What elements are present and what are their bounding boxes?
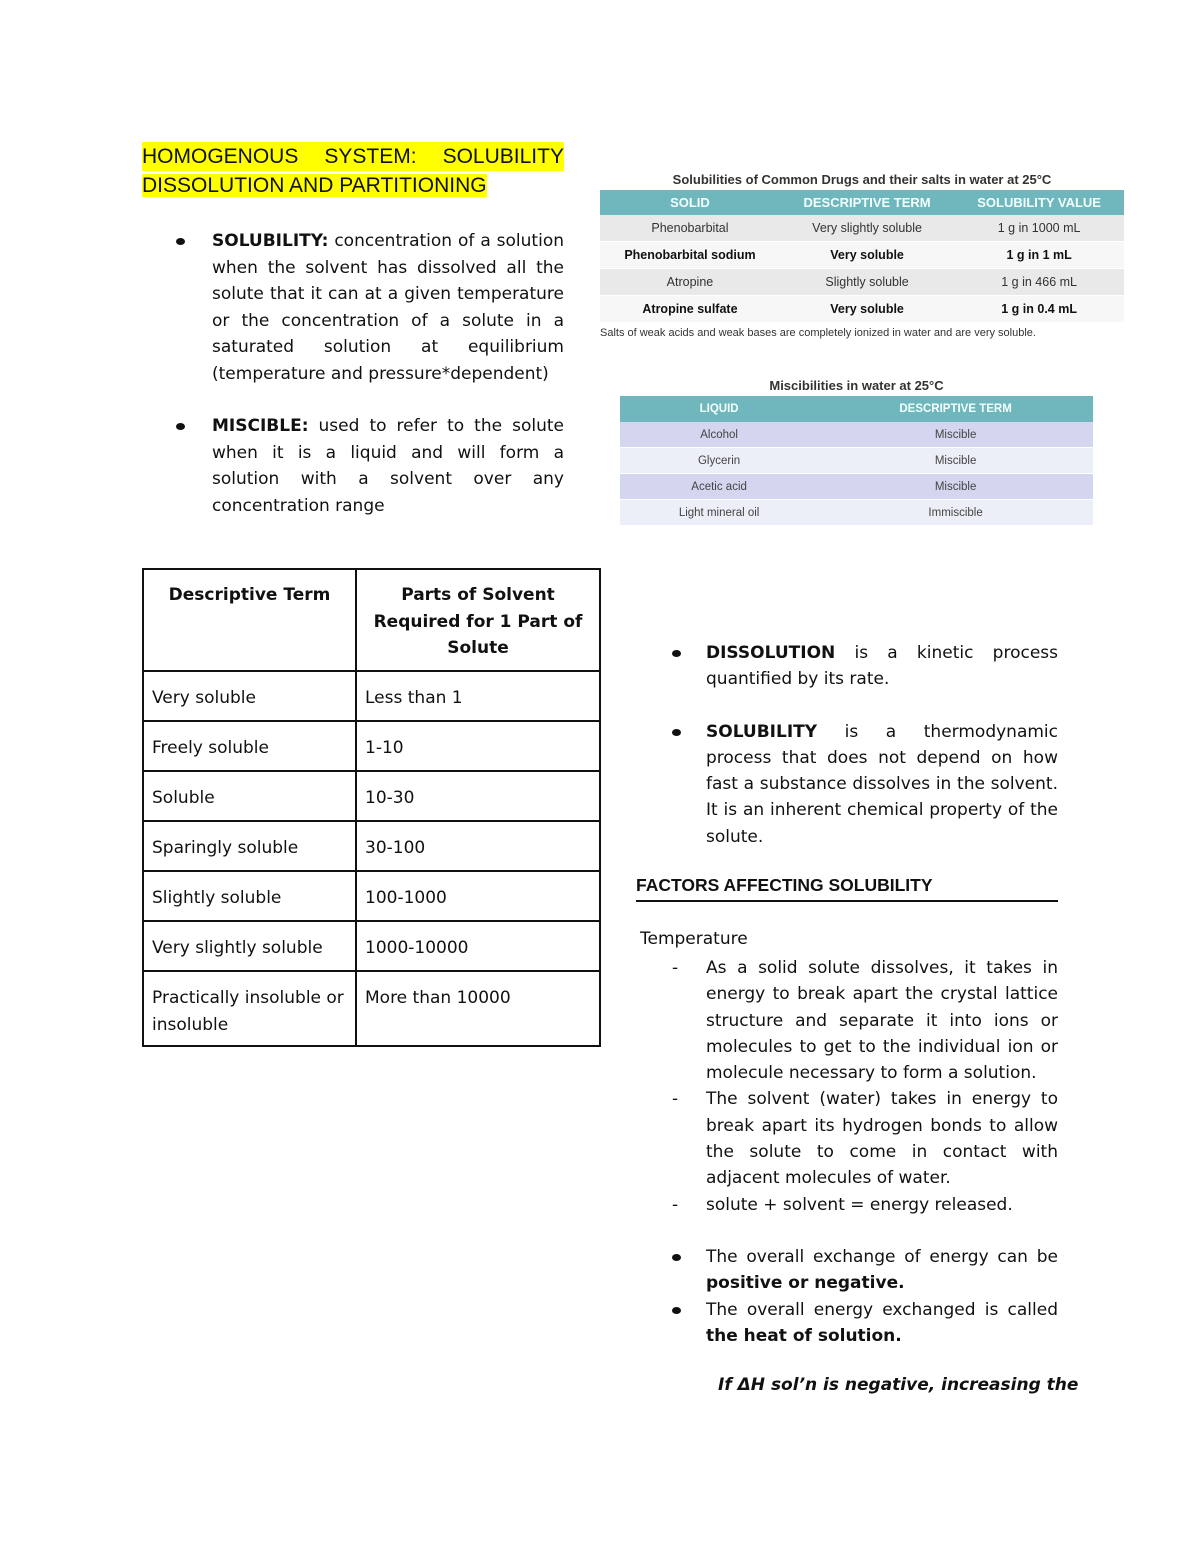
table-cell: Slightly soluble <box>143 871 356 921</box>
table-cell: Very soluble <box>780 296 954 323</box>
table-row <box>620 500 1093 526</box>
table-cell: 100-1000 <box>356 871 600 921</box>
table-cell: Miscible <box>818 448 1093 474</box>
title-word: SOLUBILITY <box>442 145 564 168</box>
table-cell: More than 10000 <box>356 971 600 1046</box>
table-row <box>143 771 600 821</box>
table-cell: Acetic acid <box>620 474 818 500</box>
table-row <box>143 921 600 971</box>
list-item <box>672 1297 1058 1350</box>
table-row <box>620 448 1093 474</box>
title-word: SYSTEM: <box>324 145 417 168</box>
definition-solubility <box>172 228 564 387</box>
table-cell: 1 g in 466 mL <box>954 269 1124 296</box>
bullet-icon <box>672 650 681 657</box>
drug-table-caption: Solubilities of Common Drugs and their salts in water at 25°C <box>672 172 1052 187</box>
item-text: solute + solvent = energy released. <box>706 1194 1013 1215</box>
bullet-icon <box>176 238 185 245</box>
table-cell: Very soluble <box>780 242 954 269</box>
dash-icon: - <box>672 958 679 978</box>
table-row <box>143 671 600 721</box>
table-row <box>600 215 1124 242</box>
miscibility-figure <box>620 378 1093 526</box>
table-row <box>600 242 1124 269</box>
table-cell: Atropine <box>600 269 780 296</box>
item-term: DISSOLUTION <box>706 643 836 663</box>
table-cell: Miscible <box>818 474 1093 500</box>
table-row <box>143 871 600 921</box>
definition-miscible <box>172 413 564 519</box>
column-header: DESCRIPTIVE TERM <box>818 396 1093 422</box>
item-text: As a solid solute dissolves, it takes in energy to break apart the crystal lattice structure and separate it into ions or molecules to get to the individual ion or molecule necessary to form a solution. <box>706 958 1058 1084</box>
table-row <box>143 821 600 871</box>
bullet-icon <box>672 1254 681 1261</box>
table-cell: Slightly soluble <box>780 269 954 296</box>
solubility-item <box>672 719 1058 850</box>
definition-text: used to refer to the solute when it is a liquid and will form a solution with a solvent over any concentration range <box>212 416 564 516</box>
misc-table-caption: Miscibilities in water at 25°C <box>769 378 944 393</box>
factors-heading: FACTORS AFFECTING SOLUBILITY <box>636 875 1058 902</box>
temperature-label: Temperature <box>640 929 748 949</box>
table-cell: 1 g in 1 mL <box>954 242 1124 269</box>
table-cell: Sparingly soluble <box>143 821 356 871</box>
table-cell: 1-10 <box>356 721 600 771</box>
column-header: LIQUID <box>620 396 818 422</box>
table-cell: Glycerin <box>620 448 818 474</box>
document-title <box>142 142 564 200</box>
table-cell: 30-100 <box>356 821 600 871</box>
table-cell: Less than 1 <box>356 671 600 721</box>
item-term: SOLUBILITY <box>706 721 818 742</box>
item-text: The solvent (water) takes in energy to break apart its hydrogen bonds to allow the solute to come in contact with adjacent molecules of water. <box>706 1089 1058 1189</box>
table-cell: Alcohol <box>620 422 818 448</box>
table-cell: 1000-10000 <box>356 921 600 971</box>
table-cell: Practically insoluble or insoluble <box>143 971 356 1046</box>
table-row <box>600 296 1124 323</box>
dash-icon: - <box>672 1089 679 1110</box>
table-row <box>143 971 600 1046</box>
list-item <box>672 1192 1058 1218</box>
bullet-icon <box>672 1307 681 1314</box>
list-item <box>672 1244 1058 1297</box>
table-cell: Atropine sulfate <box>600 296 780 323</box>
dash-icon: - <box>672 1194 679 1215</box>
process-list <box>672 640 1058 850</box>
item-text: The overall exchange of energy can be <box>706 1246 1058 1267</box>
table-cell: Immiscible <box>818 500 1093 526</box>
table-row <box>143 721 600 771</box>
drug-solubility-table <box>600 190 1124 323</box>
definition-term: MISCIBLE: <box>212 416 309 436</box>
item-bold: positive or negative. <box>706 1273 905 1294</box>
table-row <box>620 422 1093 448</box>
bullet-icon <box>176 423 185 430</box>
column-header: DESCRIPTIVE TERM <box>780 190 954 215</box>
item-text: is a thermodynamic process that does not depend on how fast a substance dissolves in the solvent. It is an inherent chemical property of the solute. <box>706 721 1058 847</box>
table-cell: 1 g in 1000 mL <box>954 215 1124 242</box>
table-cell: Very soluble <box>143 671 356 721</box>
table-cell: Phenobarbital <box>600 215 780 242</box>
list-item <box>672 955 1058 1086</box>
bullet-icon <box>672 729 681 736</box>
definition-term: SOLUBILITY: <box>212 231 329 251</box>
item-bold: the heat of solution. <box>706 1325 902 1346</box>
table-cell: Very slightly soluble <box>780 215 954 242</box>
drug-table-note: Salts of weak acids and weak bases are completely ionized in water and are very soluble. <box>600 327 1036 339</box>
table-cell: Freely soluble <box>143 721 356 771</box>
table-cell: Miscible <box>818 422 1093 448</box>
column-header: Parts of Solvent Required for 1 Part of Solute <box>356 569 600 671</box>
item-text: The overall energy exchanged is called <box>706 1299 1058 1320</box>
miscibility-table <box>620 396 1093 526</box>
table-cell: Phenobarbital sodium <box>600 242 780 269</box>
title-line-1 <box>142 142 564 171</box>
dissolution-item <box>672 640 1058 693</box>
descriptive-term-table-wrap <box>142 568 601 1047</box>
column-header: SOLUBILITY VALUE <box>954 190 1124 215</box>
title-line-2: DISSOLUTION AND PARTITIONING <box>142 174 487 197</box>
table-cell: 1 g in 0.4 mL <box>954 296 1124 323</box>
list-item <box>672 1086 1058 1191</box>
definition-list <box>172 228 564 545</box>
heat-of-solution-note: If ΔH sol’n is negative, increasing the <box>718 1375 1079 1395</box>
temperature-points <box>672 955 1058 1349</box>
descriptive-term-table <box>142 568 601 1047</box>
table-row <box>600 269 1124 296</box>
drug-solubility-figure <box>600 172 1124 339</box>
table-cell: Very slightly soluble <box>143 921 356 971</box>
table-row <box>620 474 1093 500</box>
item-text: is a kinetic process quantified by its rate. <box>706 643 1058 690</box>
definition-text: concentration of a solution when the solvent has dissolved all the solute that it can at a given temperature or the concentration of a solute in a saturated solution at equilibrium (temperature and pressure*dependent) <box>212 231 564 384</box>
title-word: HOMOGENOUS <box>142 145 299 168</box>
table-cell: Soluble <box>143 771 356 821</box>
table-cell: 10-30 <box>356 771 600 821</box>
column-header: SOLID <box>600 190 780 215</box>
column-header: Descriptive Term <box>143 569 356 671</box>
table-cell: Light mineral oil <box>620 500 818 526</box>
